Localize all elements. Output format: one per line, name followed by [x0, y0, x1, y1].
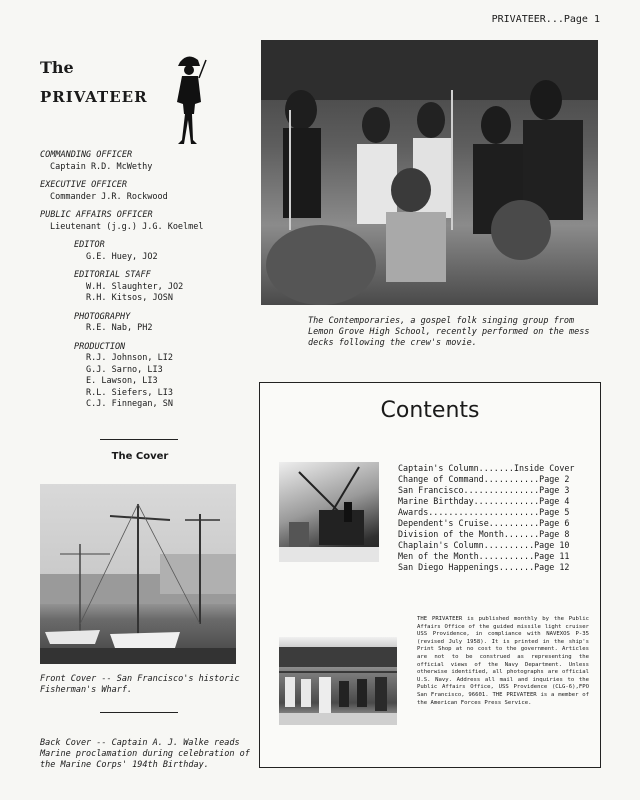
staff-list — [40, 150, 240, 418]
contents-item: Captain's Column.......Inside Cover — [398, 463, 575, 473]
staff-name: G.E. Huey, JO2 — [86, 251, 158, 262]
change-of-command-photo — [279, 462, 379, 562]
contents-item: Marine Birthday.............Page 4 — [398, 496, 570, 506]
masthead-title: PRIVATEER — [40, 88, 148, 106]
staff-role: PHOTOGRAPHY — [74, 311, 131, 322]
staff-group — [40, 180, 240, 203]
staff-name: R.H. Kitsos, JOSN — [86, 293, 173, 303]
marine-birthday-photo — [279, 637, 397, 725]
contents-item: Dependent's Cruise..........Page 6 — [398, 518, 570, 528]
staff-name: R.L. Siefers, LI3 — [86, 387, 173, 398]
top-photo-caption: The Contemporaries, a gospel folk singing group from Lemon Grove High School, recently performed on the mess decks following the crew's movie. — [308, 316, 590, 348]
page-header: PRIVATEER...Page 1 — [491, 14, 600, 25]
staff-name: Captain R.D. McWethy — [50, 161, 153, 172]
contents-title: Contents — [380, 398, 480, 423]
masthead-the: The — [40, 58, 74, 77]
contents-item: San Diego Happenings.......Page 12 — [398, 562, 570, 572]
contemporaries-photo — [261, 40, 598, 305]
staff-role: EXECUTIVE OFFICER — [40, 180, 127, 190]
staff-name: Commander J.R. Rockwood — [50, 191, 168, 202]
staff-name: W.H. Slaughter, JO2 — [86, 281, 184, 292]
staff-name: Lieutenant (j.g.) J.G. Koelmel — [50, 221, 204, 232]
contents-item: Chaplain's Column..........Page 10 — [398, 540, 570, 550]
staff-name: G.J. Sarno, LI3 — [86, 364, 163, 375]
pirate-figure-icon — [168, 52, 208, 150]
staff-name: R.E. Nab, PH2 — [86, 323, 153, 333]
fishermans-wharf-photo — [40, 484, 236, 664]
staff-role: COMMANDING OFFICER — [40, 150, 133, 160]
staff-name: R.J. Johnson, LI2 — [86, 353, 173, 363]
contents-item: Men of the Month...........Page 11 — [398, 551, 570, 561]
cover-section-title: The Cover — [111, 451, 169, 462]
staff-group — [40, 240, 240, 263]
back-cover-caption: Back Cover -- Captain A. J. Walke reads Marine proclamation during celebration of the Marine Corps' 194th Birthday. — [40, 738, 250, 770]
staff-name: C.J. Finnegan, SN — [86, 399, 173, 409]
contents-item: San Francisco...............Page 3 — [398, 485, 570, 495]
staff-role: PUBLIC AFFAIRS OFFICER — [40, 210, 153, 220]
contents-item: Division of the Month.......Page 8 — [398, 529, 570, 539]
divider — [100, 712, 178, 713]
staff-group — [40, 342, 240, 411]
staff-name: E. Lawson, LI3 — [86, 376, 158, 386]
publication-note: THE PRIVATEER is published monthly by the Public Affairs Office of the guided missile light cruiser USS Providence, in compliance with NAVEXOS P-35 (revised July 1958). It is printed in the ship's Print Shop at no cost to the government. Articles are not to be construed as representing the official views of the Navy Department. Unless otherwise identified, all photographs are official U.S. Navy. Address all mail and inquiries to the Public Affairs Office, USS Providence (CLG-6),FPO San Francisco, 96601. THE PRIVATEER is a member of the American Forces Press Service. — [417, 616, 589, 706]
staff-role: EDITOR — [74, 240, 105, 250]
contents-item: Awards......................Page 5 — [398, 507, 570, 517]
staff-group — [40, 270, 240, 305]
contents-list — [398, 463, 588, 573]
staff-role: EDITORIAL STAFF — [74, 270, 151, 280]
staff-group — [40, 210, 240, 233]
contents-item: Change of Command...........Page 2 — [398, 474, 570, 484]
staff-role: PRODUCTION — [74, 341, 126, 352]
staff-group — [40, 312, 240, 335]
staff-group — [40, 150, 240, 173]
front-cover-caption: Front Cover -- San Francisco's historic Fisherman's Wharf. — [40, 674, 240, 695]
divider — [100, 439, 178, 440]
